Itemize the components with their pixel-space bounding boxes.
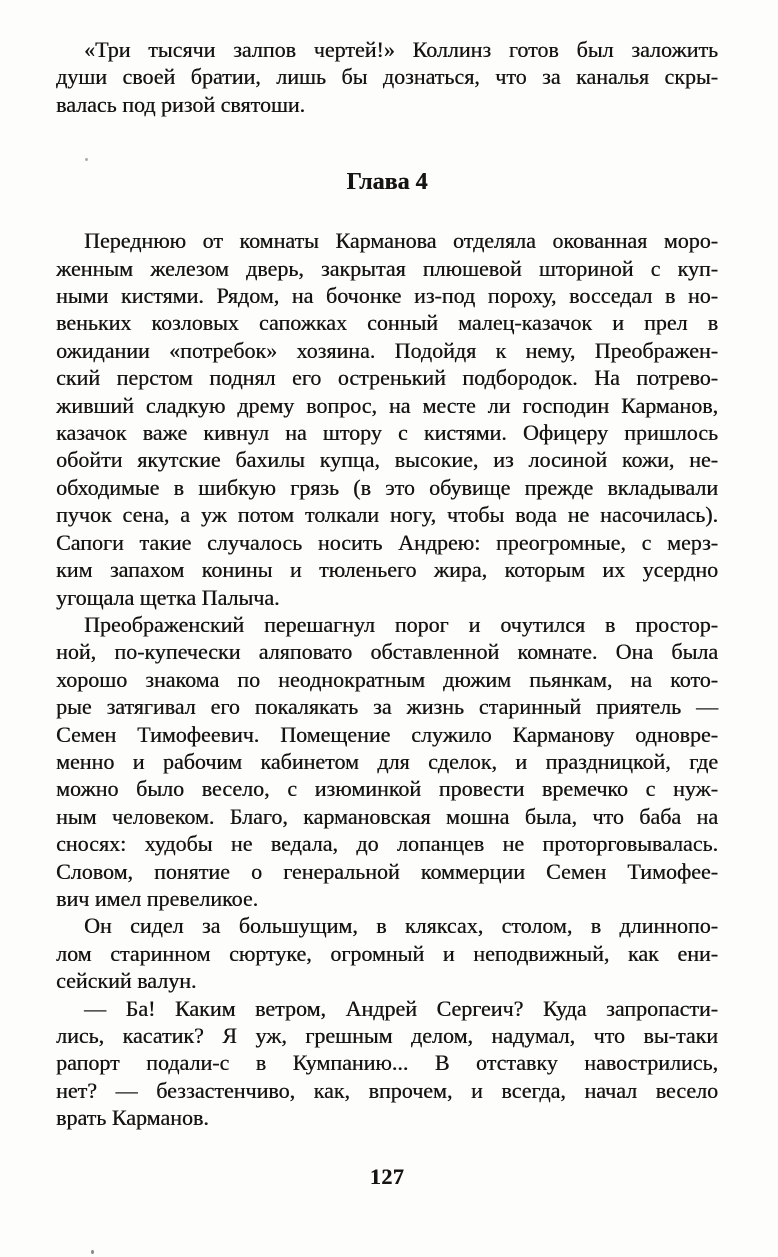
text-line: менно и рабочим кабинетом для сделок, и праздницкой, где [56,748,718,774]
paragraph [56,227,718,611]
text-line: ким запахом конины и тюленьего жира, которым их усердно [56,557,718,583]
text-line: ной, по-купечески аляповато обставленной комнате. Она была [56,639,718,665]
text-line: хорошо знакома по неоднократным дюжим пьянкам, на кото- [56,666,718,692]
text-line: казачок важе кивнул на штору с кистями. Офицеру пришлось [56,420,718,446]
text-line: пучок сена, а уж потом толкали ногу, чтобы вода не насочилась). [56,502,718,528]
text-line: живший сладкую дрему вопрос, на месте ли господин Карманов, [56,392,718,418]
text-line: — Ба! Каким ветром, Андрей Сергеич? Куда запропасти- [84,995,718,1021]
text-line: женным железом дверь, закрытая плюшевой шториной с куп- [56,255,718,281]
text-line: ными кистями. Рядом, на бочонке из-под пороху, восседал в но- [56,283,718,309]
text-line: веньких козловых сапожках сонный малец-казачок и прел в [56,310,718,336]
paragraph [56,912,718,994]
scan-speck [85,158,88,161]
text-line: рые затягивал его покалякать за жизнь старинный приятель — [56,694,718,720]
text-line: валась под ризой святоши. [56,91,306,117]
text-line: «Три тысячи залпов чертей!» Коллинз готов был заложить [84,37,718,62]
text-line: ным человеком. Благо, кармановская мошна была, что баба на [56,803,718,829]
text-line: нет? — беззастенчиво, как, впрочем, и всегда, начал весело [56,1077,718,1103]
text-line: Семен Тимофеевич. Помещение служило Карманову одновре- [56,721,718,747]
text-line: можно было весело, с изюминкой провести времечко с нуж- [56,776,718,802]
text-line: обходимые в шибкую грязь (в это обувище прежде вкладывали [56,474,718,500]
paragraph [56,611,718,912]
text-line: Переднюю от комнаты Карманова отделяла окованная моро- [84,228,718,254]
text-line: Сапоги такие случалось носить Андрею: преогромные, с мерз- [56,529,718,555]
text-line: Преображенский перешагнул порог и очутился в простор- [84,611,718,637]
text-line: Словом, понятие о генеральной коммерции Семен Тимофее- [56,858,718,884]
text-line: врать Карманов. [56,1105,209,1131]
text-line: угощала щетка Палыча. [56,584,280,610]
text-line: ский перстом поднял его остренький подбородок. На потрево- [56,365,718,391]
paragraph [56,36,718,118]
text-line: рапорт подали-с в Кумпанию... В отставку навострились, [56,1050,718,1076]
text-line: ожидании «потребок» хозяина. Подойдя к нему, Преображен- [56,337,718,363]
text-line: души своей братии, лишь бы дознаться, что за каналья скры- [56,64,718,90]
text-line: обойти якутские бахилы купца, высокие, из лосиной кожи, не- [56,447,718,473]
chapter-heading: Глава 4 [346,169,428,196]
text-line: сейский валун. [56,968,197,994]
text-line: лись, касатик? Я уж, грешным делом, надумал, что вы-таки [56,1023,718,1048]
text-line: Он сидел за большущим, в кляксах, столом, в длиннопо- [84,913,718,939]
paragraph [56,995,718,1132]
text-column [56,36,718,1191]
text-line: сносях: худобы не ведала, до лопанцев не проторговывалась. [56,831,718,857]
scan-speck [91,1250,94,1254]
text-line: лом старинном сюртуке, огромный и неподвижный, как ени- [56,940,718,966]
page-number: 127 [369,1163,405,1189]
text-line: вич имел превеликое. [56,885,259,911]
